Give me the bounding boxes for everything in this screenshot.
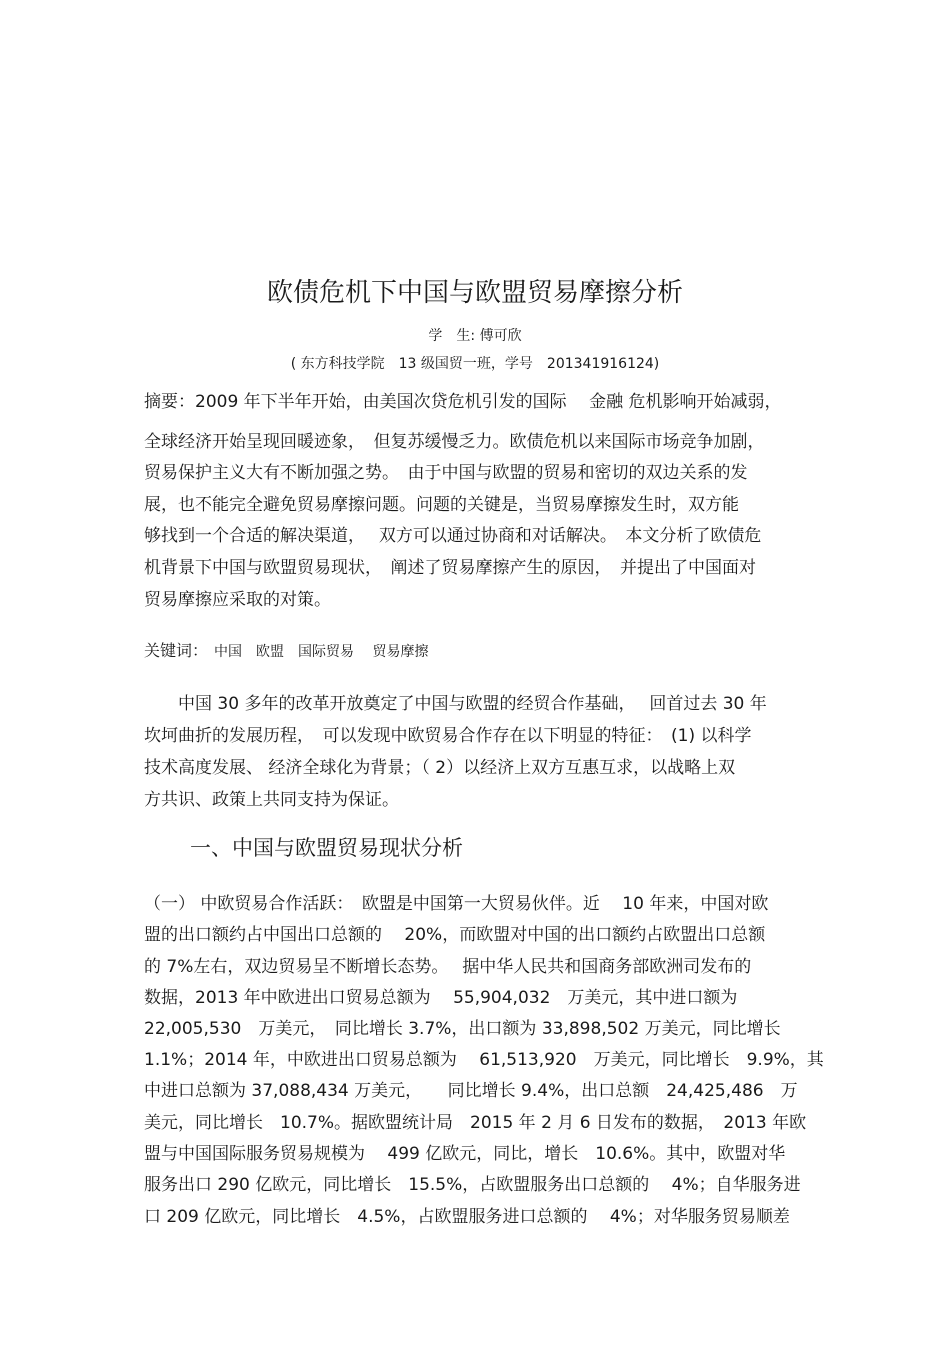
- section-line: 中进口总额为 37,088,434 万美元， 同比增长 9.4%，出口总额 24,425,486 万: [144, 1081, 798, 1101]
- intro-line: 方共识、政策上共同支持为保证。: [144, 790, 399, 810]
- intro-line: 技术高度发展、 经济全球化为背景；（ 2）以经济上双方互惠互求，以战略上双: [144, 758, 736, 778]
- abstract-line: 全球经济开始呈现回暖迹象， 但复苏缓慢乏力。欧债危机以来国际市场竞争加剧，: [144, 432, 765, 452]
- section-line: 美元，同比增长 10.7%。据欧盟统计局 2015 年 2 月 6 日发布的数据， 2013 年欧: [144, 1113, 807, 1133]
- section-line: 盟的出口额约占中国出口总额的 20%，而欧盟对中国的出口额约占欧盟出口总额: [144, 925, 766, 945]
- section-line: （一） 中欧贸易合作活跃： 欧盟是中国第一大贸易伙伴。近 10 年来，中国对欧: [144, 894, 769, 914]
- section-heading: 一、中国与欧盟贸易现状分析: [190, 836, 463, 860]
- section-line: 服务出口 290 亿欧元，同比增长 15.5%，占欧盟服务出口总额的 4%；自华服务进: [144, 1175, 801, 1195]
- intro-line: 坎坷曲折的发展历程， 可以发现中欧贸易合作存在以下明显的特征： (1) 以科学: [144, 726, 752, 746]
- section-line: 1.1%；2014 年，中欧进出口贸易总额为 61,513,920 万美元，同比增长 9.9%，其: [144, 1050, 824, 1070]
- keywords: [144, 638, 428, 661]
- abstract-line: 贸易摩擦应采取的对策。: [144, 590, 331, 610]
- section-line: 数据，2013 年中欧进出口贸易总额为 55,904,032 万美元，其中进口额为: [144, 988, 738, 1008]
- keywords-label: 关键词：: [144, 641, 209, 660]
- affiliation: ( 东方科技学院 13 级国贸一班，学号 201341916124): [290, 356, 660, 372]
- abstract-line: 贸易保护主义大有不断加强之势。 由于中国与欧盟的贸易和密切的双边关系的发: [144, 463, 748, 483]
- student-name: 学 生: 傅可欣: [428, 328, 522, 344]
- paper-title: 欧债危机下中国与欧盟贸易摩擦分析: [266, 278, 683, 308]
- abstract-line: 机背景下中国与欧盟贸易现状， 阐述了贸易摩擦产生的原因， 并提出了中国面对: [144, 558, 756, 578]
- section-line: 22,005,530 万美元， 同比增长 3.7%，出口额为 33,898,502 万美元，同比增长: [144, 1019, 781, 1039]
- keywords-terms: 中国 欧盟 国际贸易 贸易摩擦: [214, 644, 429, 660]
- abstract-line: 摘要：2009 年下半年开始，由美国次贷危机引发的国际 金融 危机影响开始减弱，: [144, 392, 782, 412]
- section-line: 盟与中国国际服务贸易规模为 499 亿欧元，同比，增长 10.6%。其中，欧盟对华: [144, 1144, 786, 1164]
- abstract-line: 够找到一个合适的解决渠道， 双方可以通过协商和对话解决。 本文分析了欧债危: [144, 526, 762, 546]
- intro-line: 中国 30 多年的改革开放奠定了中国与欧盟的经贸合作基础， 回首过去 30 年: [144, 694, 767, 714]
- section-line: 的 7%左右，双边贸易呈不断增长态势。 据中华人民共和国商务部欧洲司发布的: [144, 957, 752, 977]
- section-line: 口 209 亿欧元，同比增长 4.5%，占欧盟服务进口总额的 4%；对华服务贸易顺差: [144, 1207, 790, 1227]
- abstract-line: 展，也不能完全避免贸易摩擦问题。问题的关键是，当贸易摩擦发生时，双方能: [144, 495, 739, 515]
